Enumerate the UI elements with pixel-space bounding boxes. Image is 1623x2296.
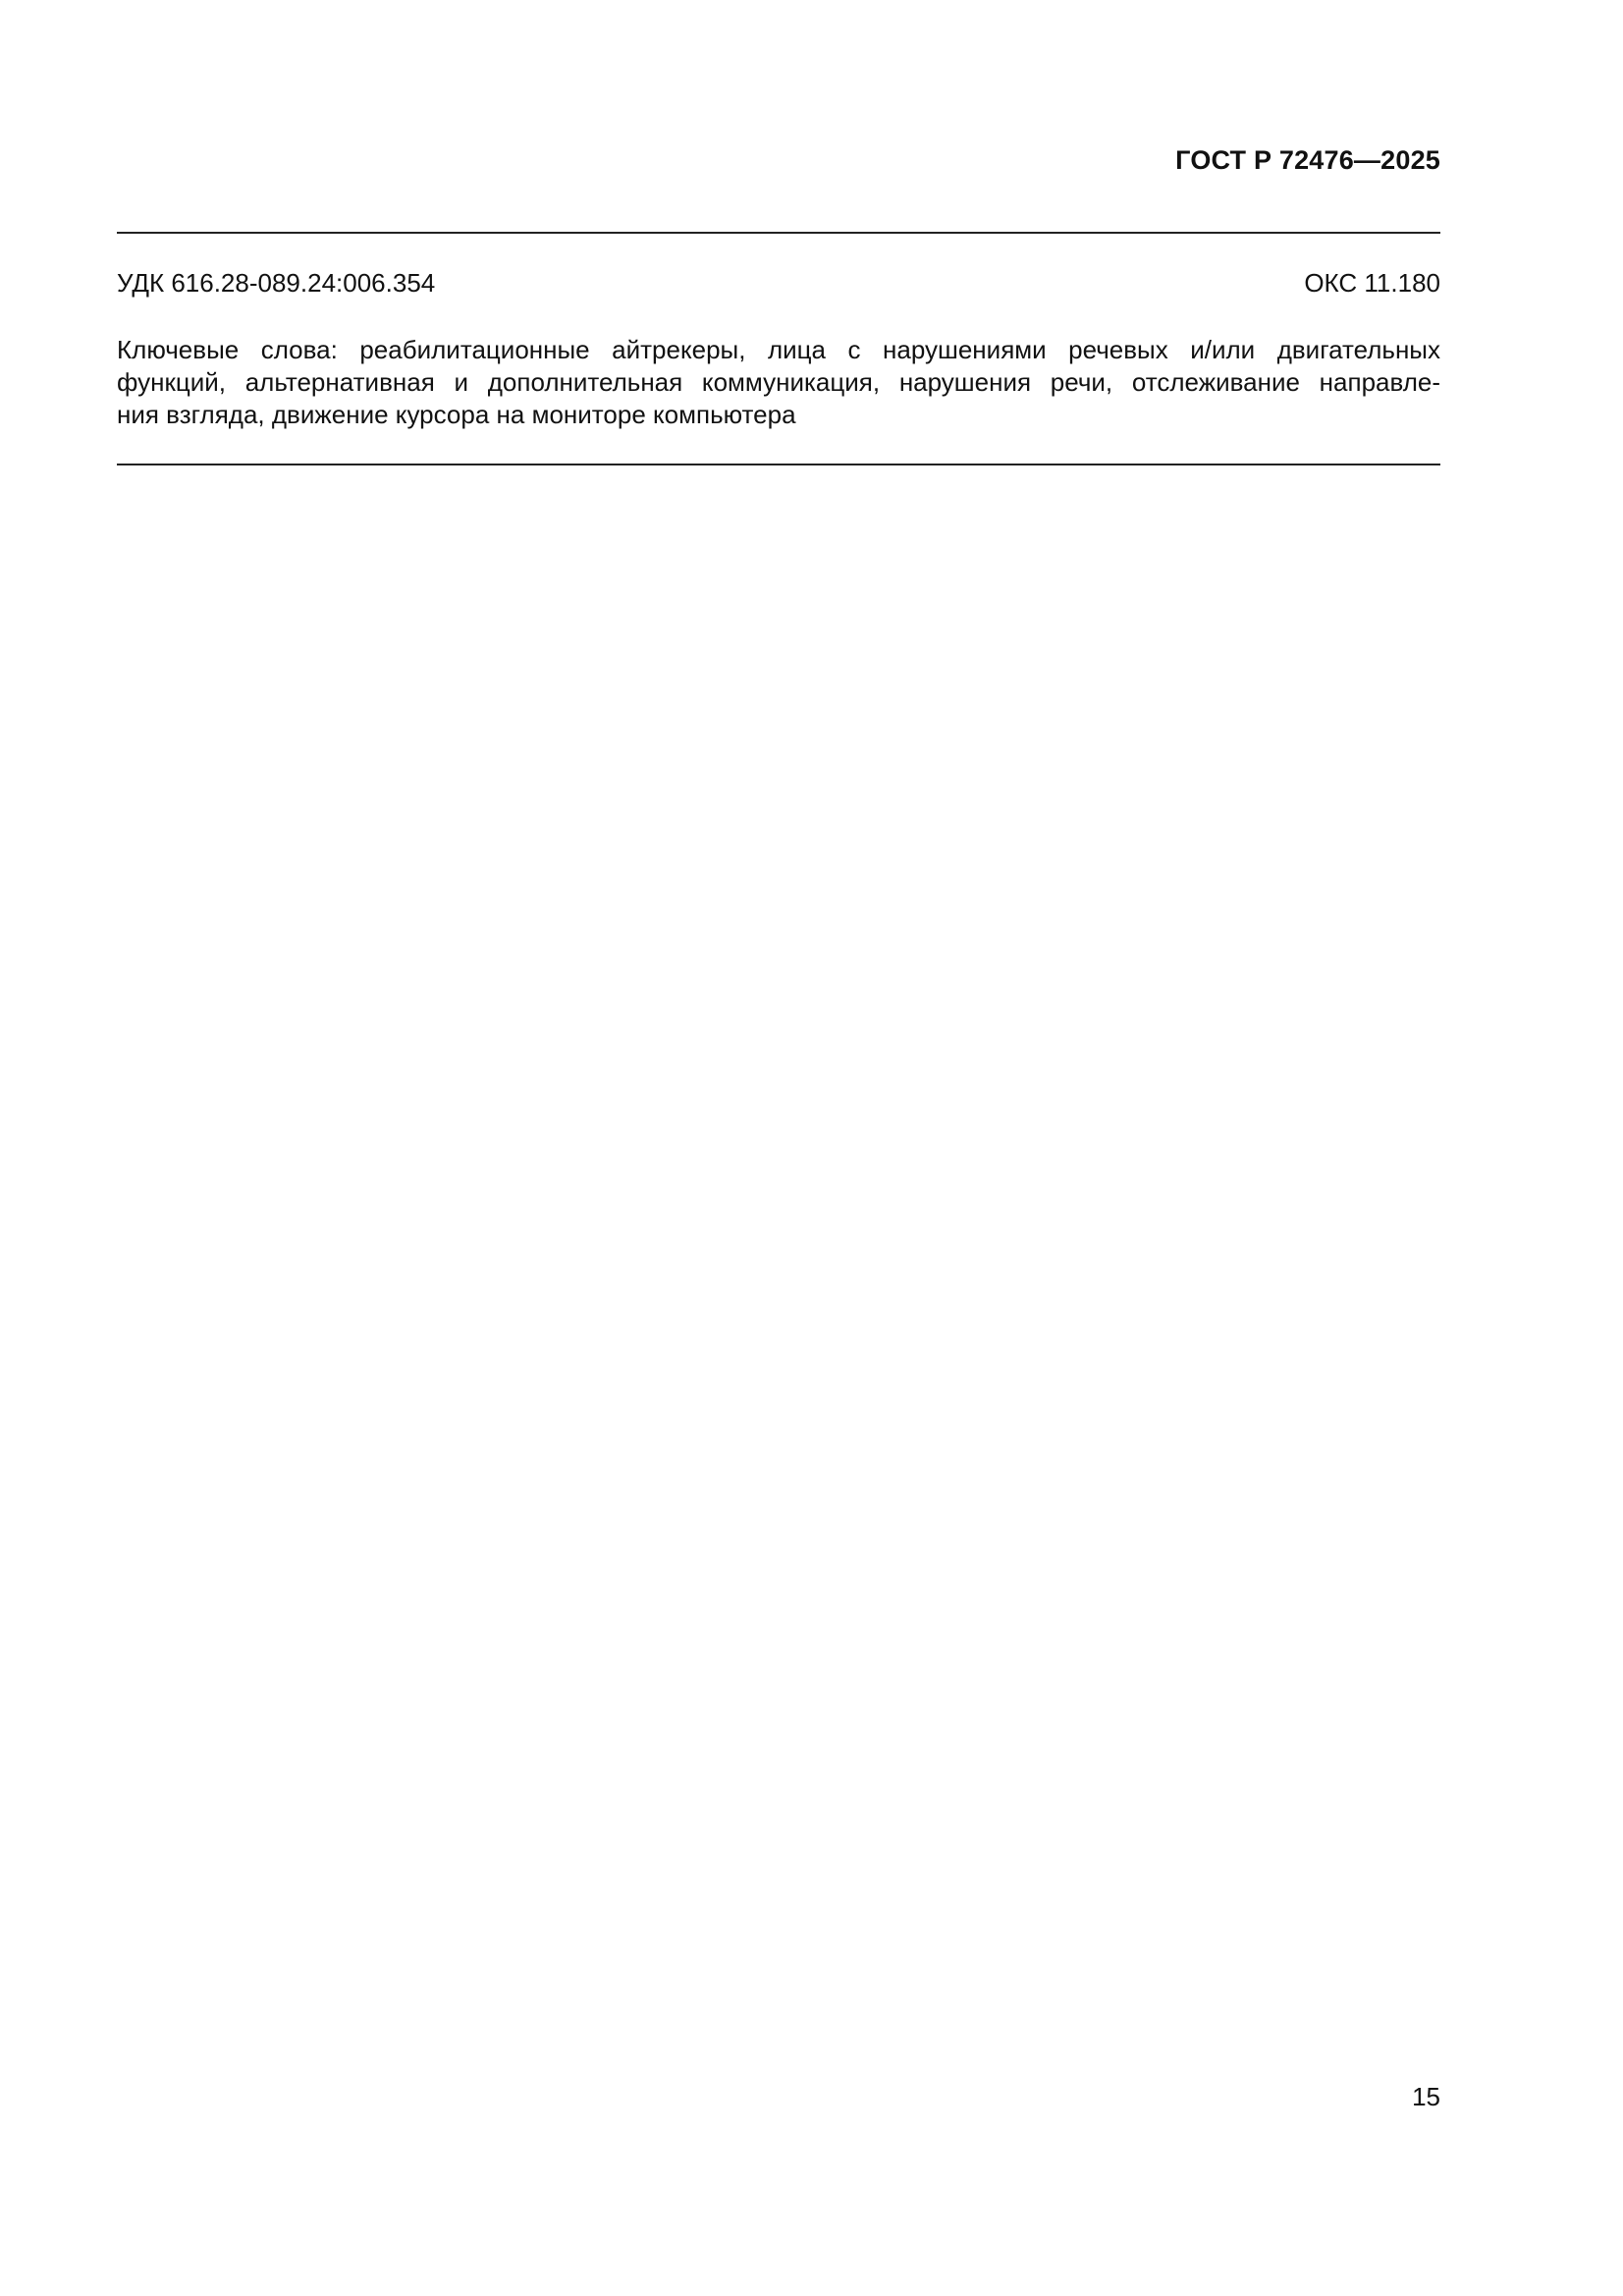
bottom-rule (117, 464, 1440, 465)
standard-code: ГОСТ Р 72476—2025 (1175, 145, 1440, 175)
udc-code: УДК 616.28-089.24:006.354 (117, 268, 436, 298)
keywords-block (117, 334, 1440, 431)
oks-code: ОКС 11.180 (1304, 268, 1440, 298)
top-rule (117, 232, 1440, 234)
keywords-line: ния взгляда, движение курсора на мониторе компьютера (117, 400, 796, 429)
page-number: 15 (1412, 2082, 1440, 2111)
keywords-line: функций, альтернативная и дополнительная коммуникация, нарушения речи, отслеживание направле- (117, 367, 1440, 397)
keywords-line: Ключевые слова: реабилитационные айтрекеры, лица с нарушениями речевых и/или двигательных (117, 335, 1440, 364)
